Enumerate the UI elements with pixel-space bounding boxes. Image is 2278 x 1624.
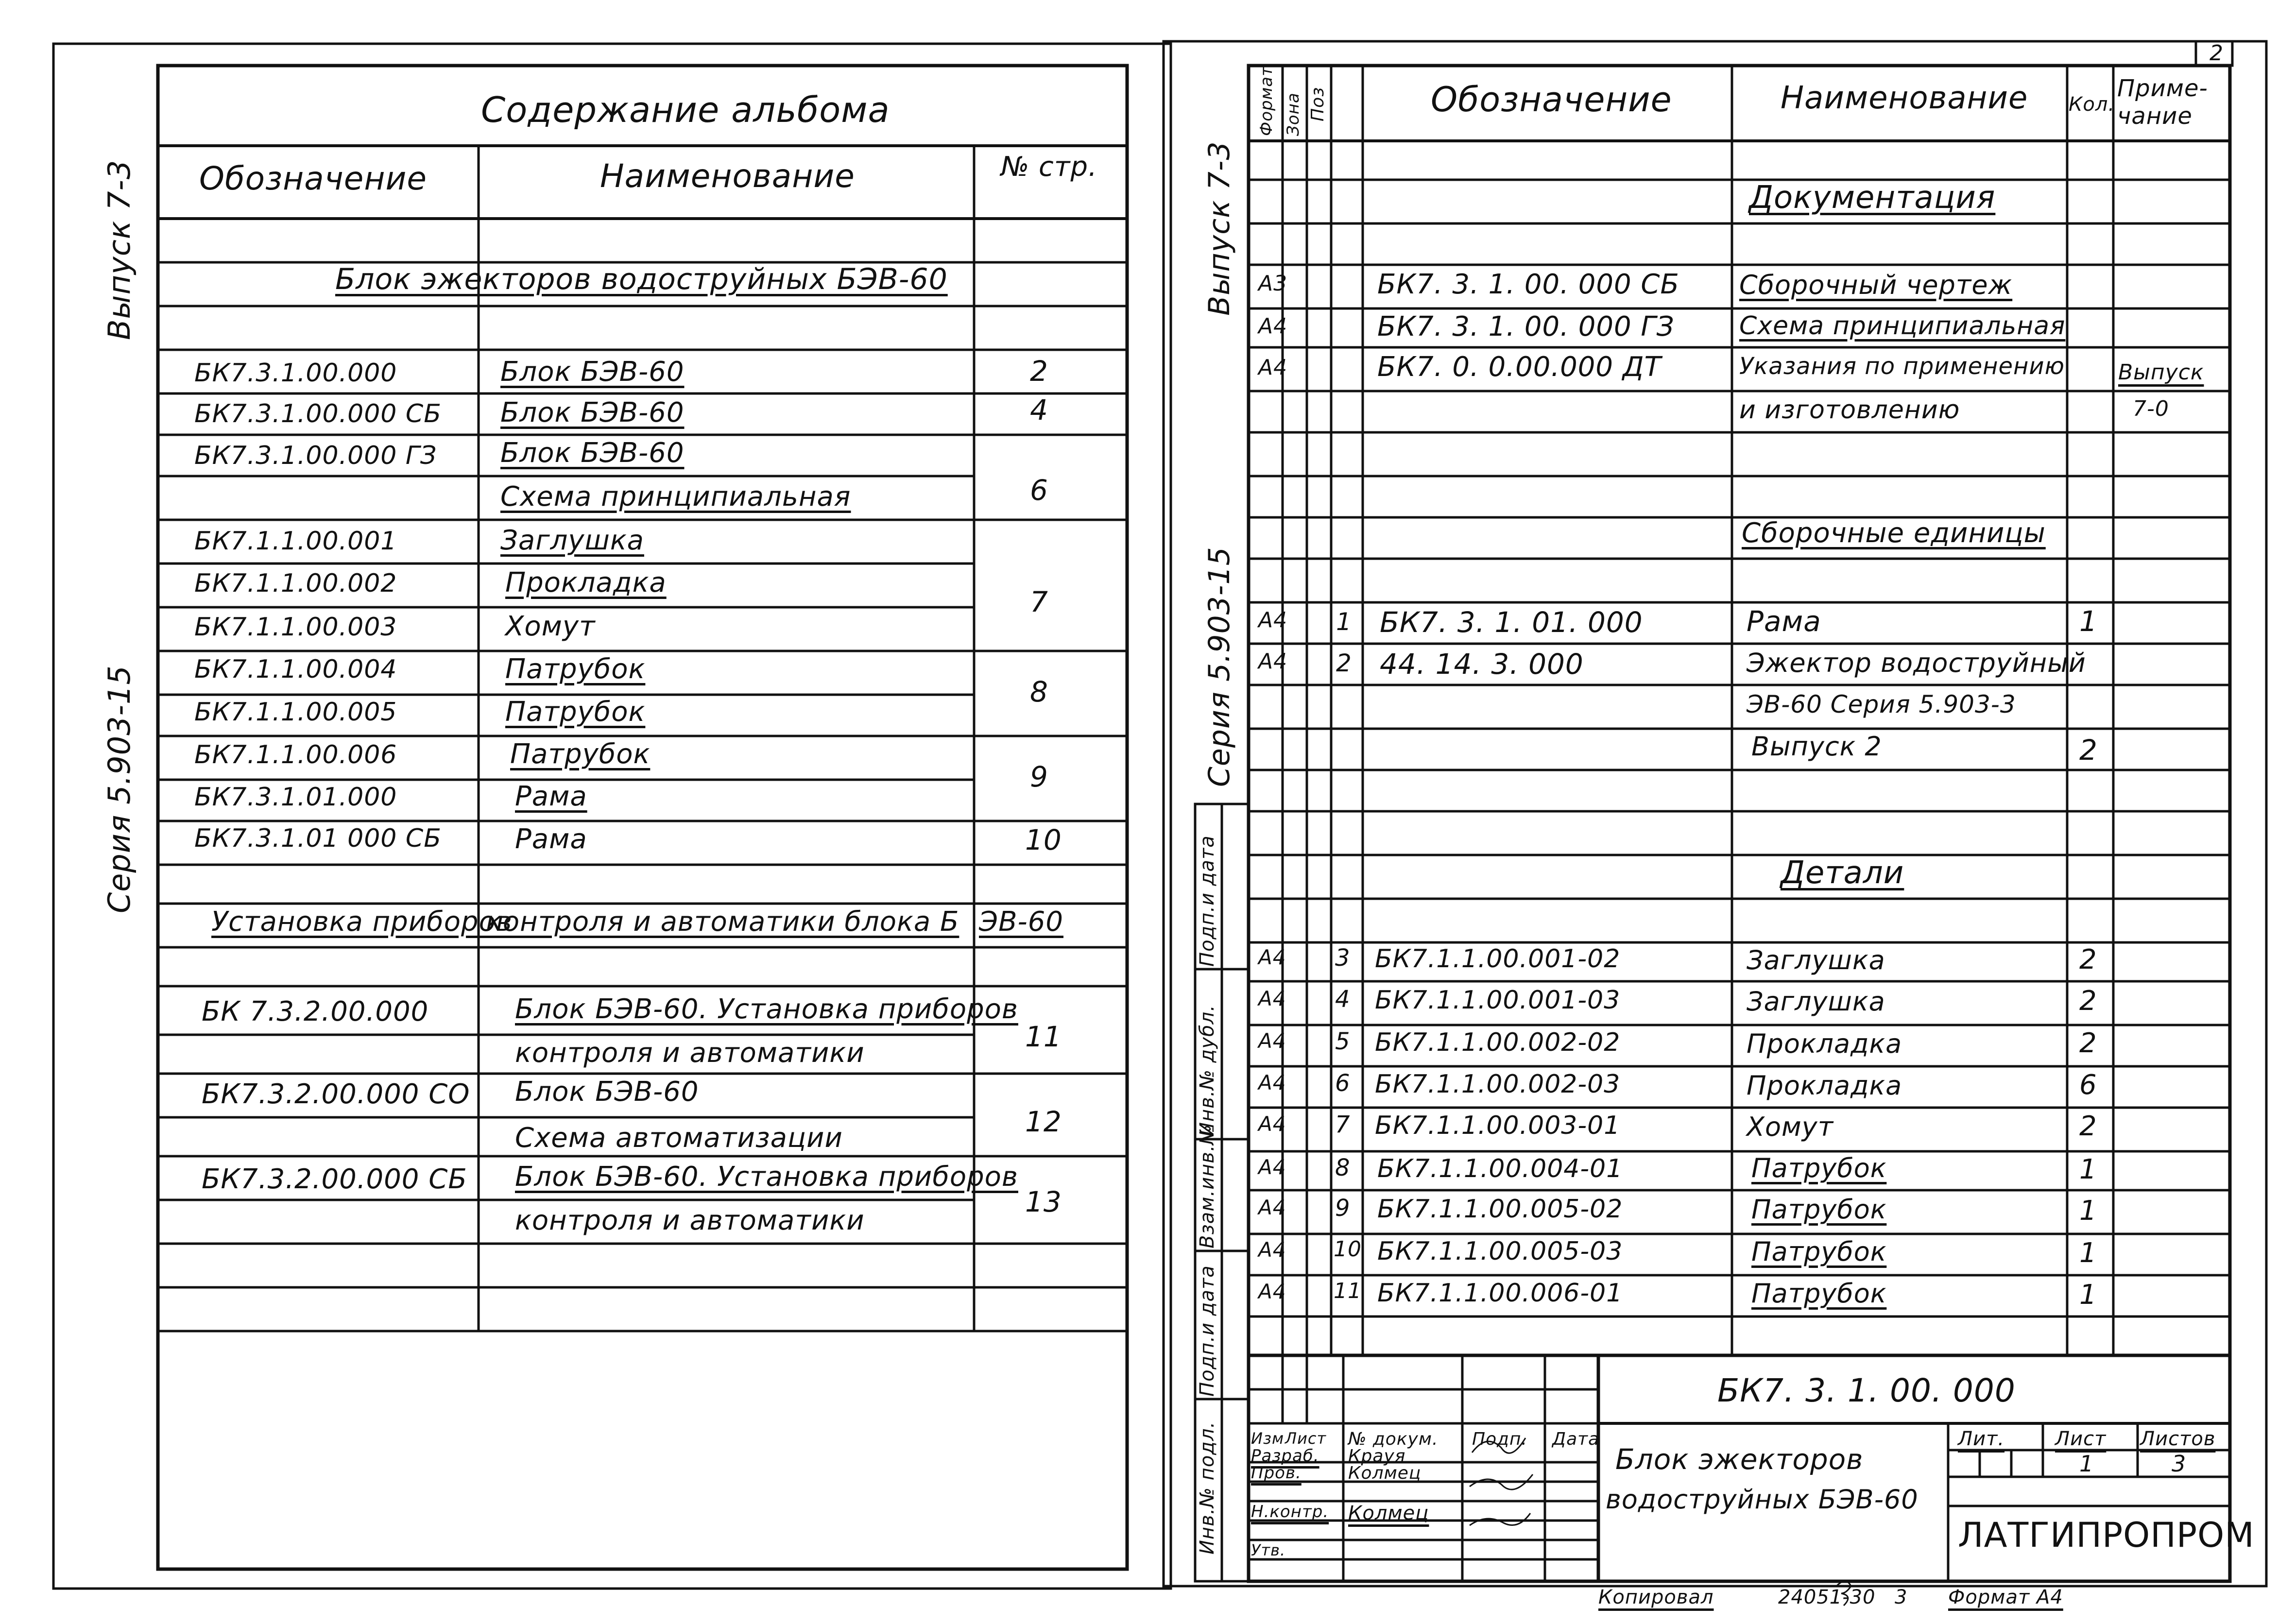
footer-format: Формат А4 <box>1948 1586 2063 1608</box>
row-name: Патрубок <box>1751 1278 1887 1309</box>
row-pos: 4 <box>1335 986 1351 1013</box>
footer-copied: Копировал <box>1598 1586 1714 1608</box>
row-format: А3 <box>1258 271 1288 296</box>
stamp-utv: Утв. <box>1251 1541 1286 1559</box>
row-name: Выпуск 2 <box>1751 731 1882 762</box>
header-note-2: чание <box>2117 103 2192 130</box>
row-qty: 1 <box>2079 1154 2097 1185</box>
stamp-code: БК7. 3. 1. 00. 000 <box>1717 1372 2016 1409</box>
row-pos: 1 <box>1336 608 1352 636</box>
stamp-listov-value: 3 <box>2172 1451 2187 1477</box>
stamp-prov-name: Колмец <box>1348 1463 1422 1483</box>
row-name: Заглушка <box>1747 986 1885 1017</box>
row-qty: 2 <box>2079 1027 2097 1059</box>
stamp-list: Лист <box>2055 1428 2107 1450</box>
row-pos: 5 <box>1335 1028 1351 1055</box>
header-name: Наименование <box>600 157 855 195</box>
row-designation: БК7.3.1.00.000 СБ <box>194 399 442 428</box>
row-format: А4 <box>1258 987 1286 1010</box>
row-format: А4 <box>1258 314 1288 339</box>
row-format: А4 <box>1258 1238 1286 1262</box>
stamp-h-izm: Изм <box>1251 1429 1285 1448</box>
stamp-razrab: Разраб. <box>1251 1446 1319 1466</box>
row-designation: БК7.1.1.00.004-01 <box>1377 1154 1623 1183</box>
row-name: контроля и автоматики <box>515 1037 865 1069</box>
row-designation: БК7. 3. 1. 00. 000 СБ <box>1377 269 1679 300</box>
vertical-vypusk: Выпуск 7-3 <box>1202 141 1236 316</box>
row-designation: БК7.1.1.00.005-02 <box>1377 1195 1623 1224</box>
side-inv-podl: Инв.№ подл. <box>1196 1421 1218 1555</box>
row-name: Патрубок <box>505 696 646 728</box>
row-format: А4 <box>1258 608 1288 633</box>
row-qty: 2 <box>2079 985 2097 1017</box>
page-number: 4 <box>1030 393 1048 427</box>
row-pos: 11 <box>1334 1279 1362 1303</box>
row-name: Рама <box>515 781 587 812</box>
page-number: 11 <box>1025 1020 1062 1053</box>
row-designation: БК7.1.1.00.006 <box>194 740 397 769</box>
row-name: Блок БЭВ-60 <box>500 437 685 469</box>
row-designation: БК7.3.2.00.000 СО <box>202 1078 470 1110</box>
row-designation: БК7.1.1.00.001 <box>194 527 397 556</box>
row-designation: БК7.1.1.00.002-03 <box>1375 1070 1621 1099</box>
row-name: Схема автоматизации <box>515 1122 843 1154</box>
row-note: 7-0 <box>2133 396 2169 421</box>
header-format: Формат <box>1257 66 1276 136</box>
row-designation: БК7.1.1.00.006-01 <box>1377 1279 1623 1308</box>
row-designation: БК7.3.1.00.000 <box>194 359 397 388</box>
row-designation: БК7. 3. 1. 01. 000 <box>1380 606 1643 639</box>
row-name: Блок БЭВ-60. Установка приборов <box>515 1161 1018 1193</box>
row-format: А4 <box>1258 1029 1286 1053</box>
header-pos: Поз <box>1308 86 1328 121</box>
vertical-vypusk: Выпуск 7-3 <box>102 159 137 340</box>
row-name: Патрубок <box>1751 1236 1887 1267</box>
row-pos: 3 <box>1335 944 1351 972</box>
row-name: Рама <box>1747 605 1821 638</box>
header-page: № стр. <box>1001 151 1097 183</box>
stamp-nkontr-name: Колмец <box>1348 1502 1429 1524</box>
row-designation: БК7. 3. 1. 00. 000 ГЗ <box>1377 311 1675 342</box>
row-qty: 2 <box>2079 944 2097 975</box>
page-number: 2 <box>1030 355 1048 388</box>
row-qty: 6 <box>2079 1069 2097 1101</box>
stamp-lit: Лит. <box>1958 1428 2005 1450</box>
page-number: 6 <box>1030 474 1048 507</box>
row-name: Хомут <box>1747 1111 1834 1142</box>
footer-number: 24051-30 <box>1778 1586 1876 1608</box>
row-format: А4 <box>1258 355 1288 380</box>
section-assembly-units: Сборочные единицы <box>1742 517 2046 549</box>
row-name: Блок БЭВ-60 <box>500 356 685 388</box>
row-designation: БК7.3.1.01 000 СБ <box>194 824 442 853</box>
row-designation: БК7.1.1.00.002-02 <box>1375 1028 1621 1057</box>
row-designation: БК7.3.2.00.000 СБ <box>202 1163 467 1195</box>
row-designation: БК7.1.1.00.003-01 <box>1375 1111 1621 1140</box>
row-name: Патрубок <box>1751 1153 1887 1183</box>
row-name: контроля и автоматики <box>515 1205 865 1236</box>
section-details: Детали <box>1781 855 1904 891</box>
row-qty: 2 <box>2079 734 2098 767</box>
section-block-ejectors: Блок эжекторов водоструйных БЭВ-60 <box>335 262 948 296</box>
row-name: Хомут <box>505 611 596 642</box>
row-note: Выпуск <box>2118 360 2204 385</box>
row-pos: 6 <box>1335 1070 1351 1097</box>
vertical-seriya: Серия 5.903-15 <box>1202 547 1236 787</box>
row-designation: БК7.1.1.00.002 <box>194 569 397 598</box>
stamp-h-podp: Подп. <box>1472 1429 1527 1449</box>
row-designation: БК7.3.1.00.000 ГЗ <box>194 441 437 470</box>
row-format: А4 <box>1258 1280 1286 1303</box>
row-name: Прокладка <box>505 567 667 598</box>
row-format: А4 <box>1258 1196 1286 1219</box>
page-number: 12 <box>1025 1105 1062 1138</box>
row-name: Патрубок <box>505 653 646 685</box>
side-inv-dubl: Инв.№ дубл. <box>1196 1005 1218 1137</box>
row-format: А4 <box>1258 1155 1286 1179</box>
stamp-listov: Листов <box>2140 1428 2216 1450</box>
stamp-list-value: 1 <box>2079 1451 2094 1477</box>
stamp-razrab-name: Крауя <box>1348 1446 1406 1466</box>
row-name: ЭВ-60 Серия 5.903-3 <box>1747 690 2016 718</box>
header-zone: Зона <box>1284 92 1303 136</box>
stamp-h-date: Дата <box>1552 1429 1600 1449</box>
row-name: Блок БЭВ-60. Установка приборов <box>515 993 1018 1025</box>
row-format: А4 <box>1258 945 1286 969</box>
row-designation: БК7.1.1.00.001-03 <box>1375 986 1621 1015</box>
album-title: Содержание альбома <box>481 89 890 130</box>
row-qty: 2 <box>2079 1111 2097 1142</box>
stamp-prov: Пров. <box>1251 1463 1302 1483</box>
side-podp-data-1: Подп.и дата <box>1196 835 1218 967</box>
section-instruments-c: ЭВ-60 <box>979 906 1063 938</box>
row-name: Патрубок <box>510 738 651 770</box>
section-instruments-b: контроля и автоматики блока Б <box>486 906 959 938</box>
row-qty: 1 <box>2079 605 2098 638</box>
page-number: 8 <box>1030 675 1048 708</box>
header-qty: Кол. <box>2069 93 2115 116</box>
stamp-h-doc: № докум. <box>1348 1429 1439 1449</box>
row-name: Сборочный чертеж <box>1739 270 2013 300</box>
header-name: Наименование <box>1781 80 2028 116</box>
row-name: Патрубок <box>1751 1194 1887 1225</box>
page-number: 13 <box>1025 1185 1062 1218</box>
row-designation: БК7.1.1.00.003 <box>194 613 397 642</box>
row-qty: 1 <box>2079 1279 2097 1311</box>
row-designation: БК7.1.1.00.005-03 <box>1377 1237 1623 1266</box>
row-designation: БК 7.3.2.00.000 <box>202 996 429 1027</box>
footer-sheet: 3 <box>1895 1586 1908 1608</box>
stamp-title-2: водоструйных БЭВ-60 <box>1606 1484 1918 1515</box>
stamp-nkontr: Н.контр. <box>1251 1502 1329 1521</box>
row-format: А4 <box>1258 649 1288 674</box>
row-pos: 7 <box>1335 1111 1351 1138</box>
vertical-seriya: Серия 5.903-15 <box>102 665 137 913</box>
row-name: Указания по применению <box>1739 353 2065 380</box>
row-pos: 8 <box>1335 1154 1351 1181</box>
row-name: Заглушка <box>500 525 644 556</box>
row-name: Заглушка <box>1747 945 1885 975</box>
row-designation: БК7.1.1.00.001-02 <box>1375 944 1621 974</box>
page-number: 9 <box>1030 760 1048 793</box>
row-name: Схема принципиальная <box>500 481 851 513</box>
row-name: Рама <box>515 823 587 855</box>
row-name: Прокладка <box>1747 1028 1902 1059</box>
row-qty: 1 <box>2079 1237 2097 1269</box>
row-name: Прокладка <box>1747 1070 1902 1101</box>
header-designation: Обозначение <box>1431 80 1672 120</box>
sheet-corner-number: 2 <box>2209 41 2224 66</box>
row-name: Блок БЭВ-60 <box>515 1076 699 1108</box>
row-pos: 2 <box>1336 649 1352 677</box>
header-note-1: Приме- <box>2117 75 2208 102</box>
page-number: 7 <box>1030 585 1048 618</box>
row-pos: 10 <box>1334 1237 1362 1262</box>
stamp-title-1: Блок эжекторов <box>1615 1443 1864 1476</box>
side-vzam-inv: Взам.инв.№ <box>1196 1124 1218 1248</box>
row-designation: БК7.1.1.00.004 <box>194 655 397 684</box>
row-format: А4 <box>1258 1112 1286 1136</box>
row-pos: 9 <box>1335 1195 1351 1222</box>
row-format: А4 <box>1258 1071 1286 1094</box>
row-designation: БК7. 0. 0.00.000 ДТ <box>1377 351 1661 383</box>
row-designation: БК7.1.1.00.005 <box>194 698 397 727</box>
page-number: 10 <box>1025 823 1062 856</box>
header-designation: Обозначение <box>199 160 427 197</box>
row-designation: БК7.3.1.01.000 <box>194 783 397 812</box>
row-designation: 44. 14. 3. 000 <box>1380 648 1584 681</box>
row-name: Блок БЭВ-60 <box>500 397 685 428</box>
side-podp-data-2: Подп.и дата <box>1196 1265 1218 1397</box>
stamp-h-list: Лист <box>1285 1429 1327 1448</box>
row-qty: 1 <box>2079 1195 2097 1227</box>
section-documentation: Документация <box>1749 180 1996 216</box>
row-name: и изготовлению <box>1739 395 1960 425</box>
row-name: Эжектор водоструйный <box>1747 648 2086 678</box>
stamp-organization: ЛАТГИПРОПРОМ <box>1958 1515 2255 1555</box>
row-name: Схема принципиальная <box>1739 311 2066 341</box>
section-instruments-a: Установка приборов <box>211 906 513 938</box>
